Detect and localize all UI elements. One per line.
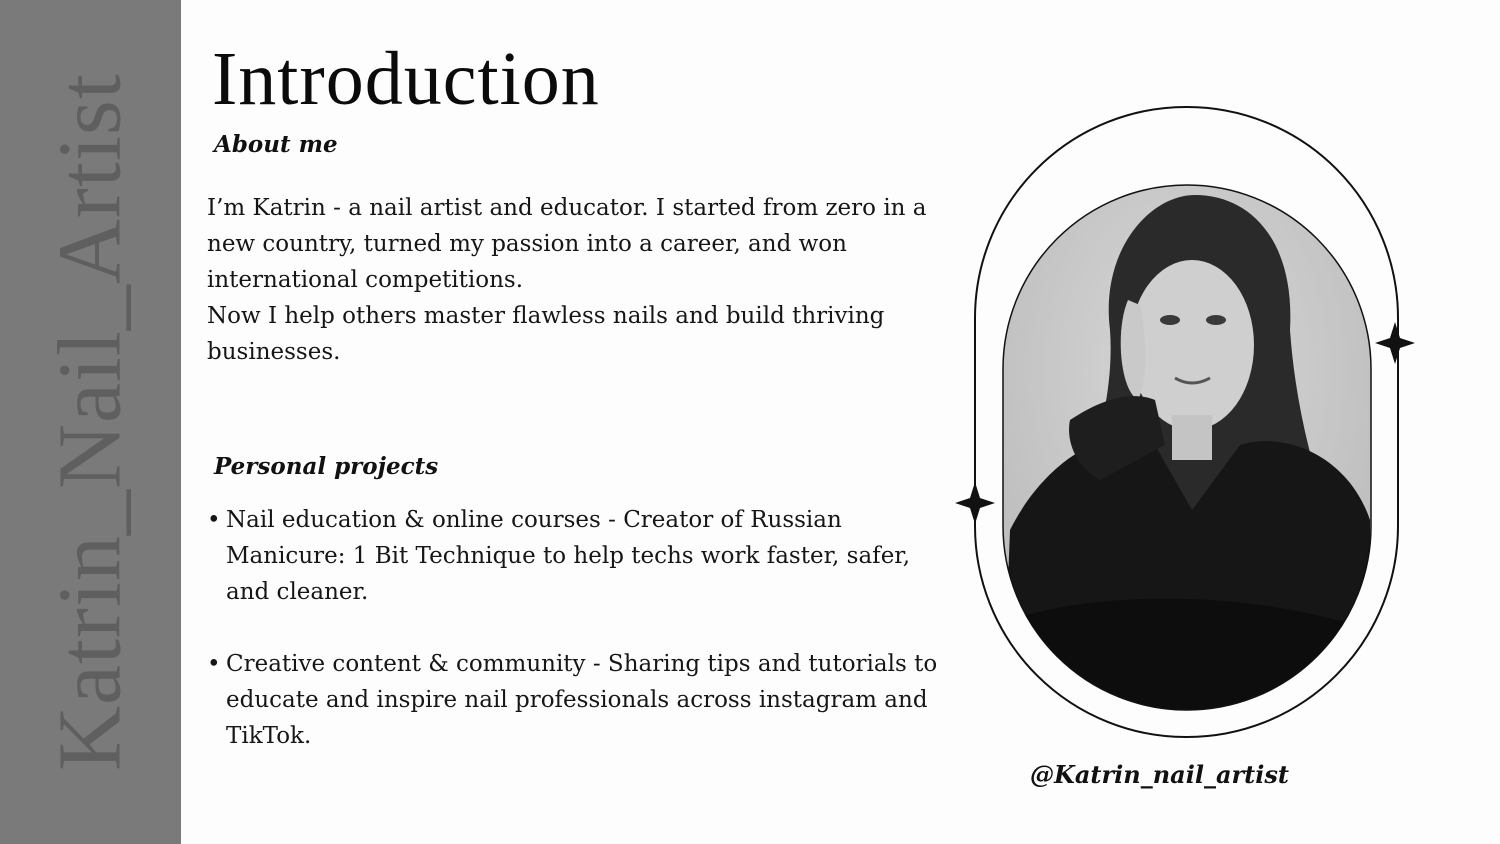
vertical-brand-text: Katrin_Nail_Artist <box>40 73 140 771</box>
bullet: • <box>207 651 221 677</box>
project-text: Nail education & online courses - Creator of Russian Manicure: 1 Bit Technique to help techs work faster, safer, and cleaner. <box>226 507 911 605</box>
four-point-star-icon <box>955 482 995 524</box>
projects-list <box>207 502 952 790</box>
profile-photo-frame <box>950 100 1430 750</box>
about-paragraph: I’m Katrin - a nail artist and educator. I started from zero in a new country, turned my passion into a career, and won international competitions. <box>207 195 927 293</box>
list-item <box>207 502 952 610</box>
about-heading: About me <box>214 131 338 158</box>
side-band <box>0 0 181 844</box>
page-title: Introduction <box>212 37 600 121</box>
portrait-photo <box>950 100 1430 750</box>
about-text <box>207 190 927 370</box>
bullet: • <box>207 507 221 533</box>
projects-heading: Personal projects <box>214 453 439 480</box>
instagram-handle: @Katrin_nail_artist <box>1030 760 1289 789</box>
project-text: Creative content & community - Sharing tips and tutorials to educate and inspire nail professionals across instagram and TikTok. <box>226 651 938 749</box>
list-item <box>207 646 952 754</box>
about-paragraph: Now I help others master flawless nails and build thriving businesses. <box>207 303 885 365</box>
four-point-star-icon <box>1375 322 1415 364</box>
